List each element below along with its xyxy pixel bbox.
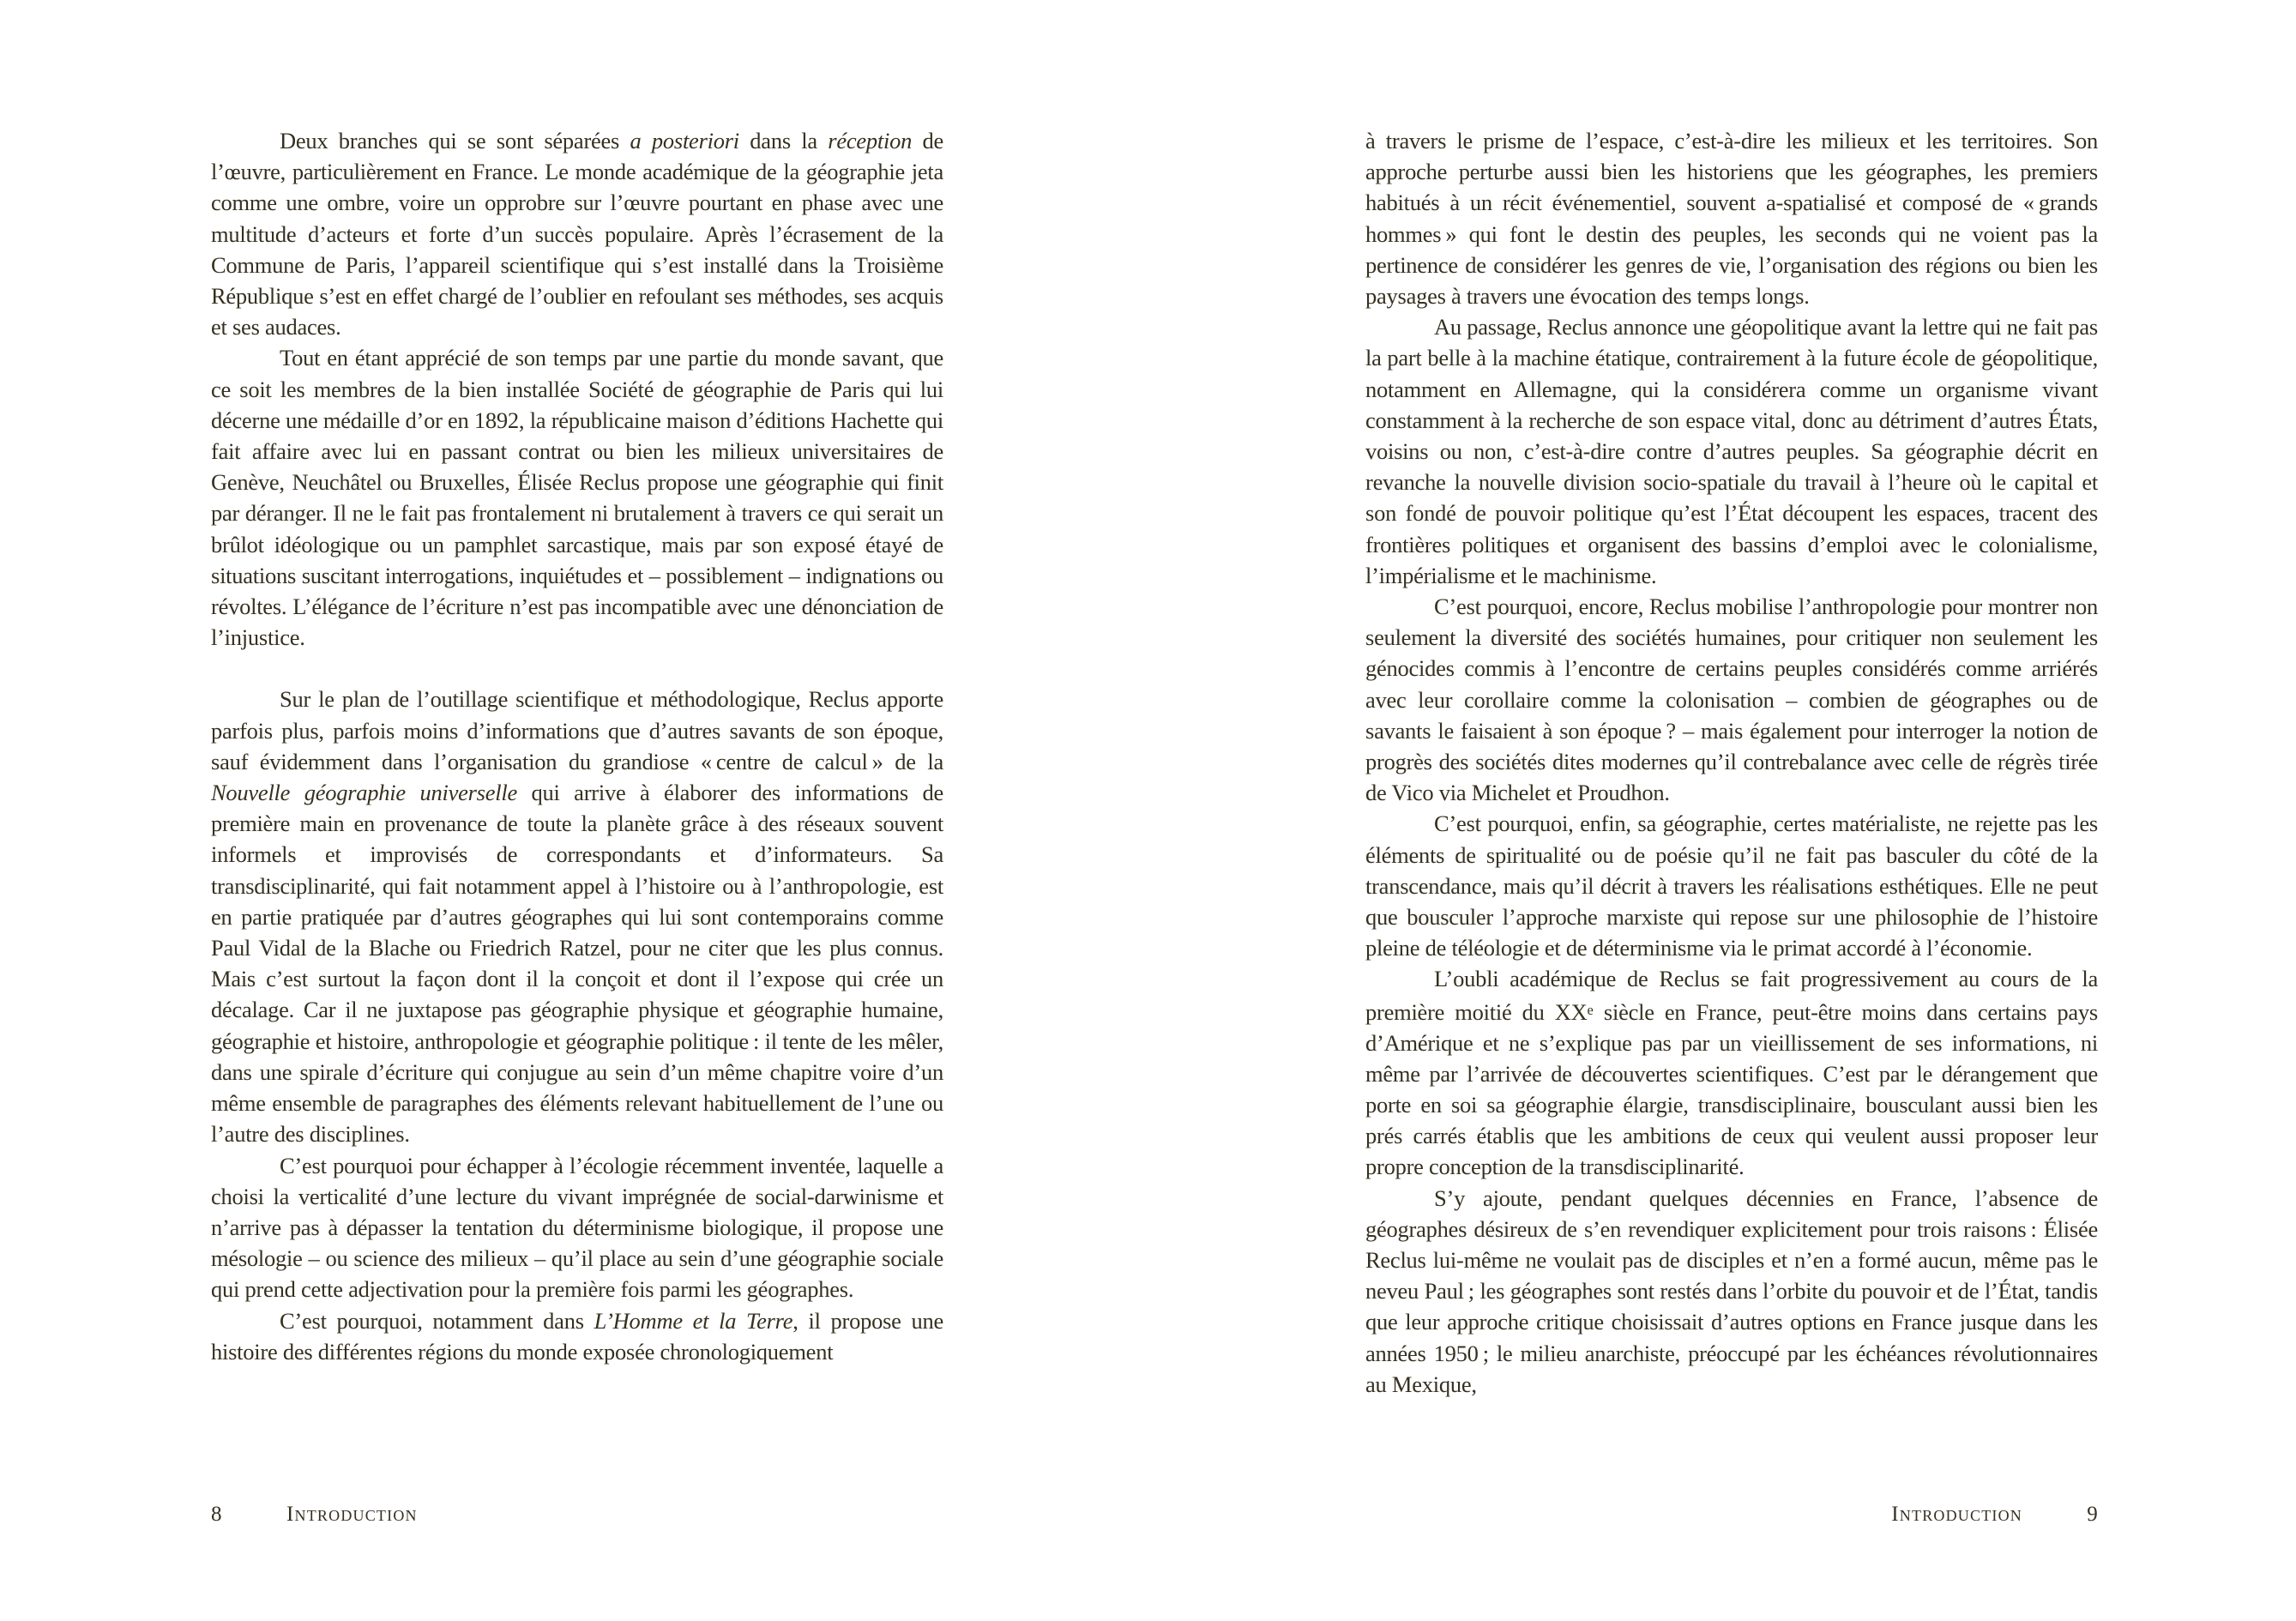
paragraph <box>211 125 943 342</box>
paragraph <box>1365 1183 2098 1400</box>
paragraph <box>1365 311 2098 591</box>
right-column-text <box>1365 125 2098 1400</box>
text-run: Au passage, Reclus annonce une géopolitique avant la lettre qui ne fait pas la part belle à la machine étatique, contrairement à la future école de géopolitique, notamment en Allemagne, qui la considérera comme un organisme vivant constamment à la recherche de son espace vital, donc au détriment d’autres États, voisins ou non, c’est-à-dire contre d’autres peuples. Sa géographie décrit en revanche la nouvelle division socio-spatiale du travail à l’heure où le capital et son fondé de pouvoir politique qu’est l’État découpent les espaces, tracent des frontières politiques et organisent des bassins d’emploi avec le colonialisme, l’impérialisme et le machinisme. <box>1365 314 2098 588</box>
right-page-number: 9 <box>2087 1503 2098 1526</box>
paragraph <box>211 1305 943 1367</box>
text-run: C’est pourquoi pour échapper à l’écologie récemment inventée, laquelle a choisi la verticalité d’une lecture du vivant imprégnée de social-darwinisme et n’arrive pas à dépasser la tentation du déterminisme biologique, il propose une mésologie – ou science des milieux – qu’il place au sein d’une géographie sociale qui prend cette adjectivation pour la première fois parmi les géographes. <box>211 1152 943 1303</box>
italic-text-run: L’Homme et la Terre <box>594 1307 793 1334</box>
text-run: dans la <box>738 128 829 154</box>
right-page-footer <box>1365 1503 2098 1527</box>
text-run: Tout en étant apprécié de son temps par une partie du monde savant, que ce soit les membres de la bien installée Société de géographie de Paris qui lui décerne une médaille d’or en 1892, la républicaine maison d’éditions Hachette qui fait affaire avec lui en passant contrat ou bien les milieux universitaires de Genève, Neuchâtel ou Bruxelles, Élisée Reclus propose une géographie qui finit par déranger. Il ne le fait pas frontalement ni brutalement à travers ce qui serait un brûlot idéologique ou un pamphlet sarcastique, mais par son exposé étayé de situations suscitant interrogations, inquiétudes et – possiblement – indignations ou révoltes. L’élégance de l’écriture n’est pas incompatible avec une dénonciation de l’injustice. <box>211 345 943 651</box>
paragraph <box>1365 963 2098 1182</box>
italic-text-run: Nouvelle géographie universelle <box>211 780 517 806</box>
text-run: qui arrive à élaborer des informations de première main en provenance de toute la planète grâce à des réseaux souvent informels et improvisés de correspondants et d’informateurs. Sa transdisciplinarité, qui fait notamment appel à l’histoire ou à l’anthropologie, est en partie pratiquée par d’autres géographes qui lui sont contemporains comme Paul Vidal de la Blache ou Friedrich Ratzel, pour ne citer que les plus connus. Mais c’est surtout la façon dont il la conçoit et dont il l’expose qui crée un décalage. Car il ne juxtapose pas géographie physique et géographie humaine, géographie et histoire, anthropologie et géographie politique : il tente de les mêler, dans une spirale d’écriture qui conjugue au sein d’un même chapitre voire d’un même ensemble de paragraphes des éléments relevant habituellement de l’une ou l’autre des disciplines. <box>211 780 943 1148</box>
text-run: L’oubli académique de Reclus se fait progressivement au cours de la première moitié du XX <box>1365 966 2098 1025</box>
text-run: à travers le prisme de l’espace, c’est-à-dire les milieux et les territoires. Son approche perturbe aussi bien les historiens que les géographes, les premiers habitués à un récit événementiel, souvent a-spatialisé et composé de « grands hommes » qui font le destin des peuples, les seconds qui ne voient pas la pertinence de considérer les genres de vie, l’organisation des régions ou bien les paysages à travers une évocation des temps longs. <box>1365 128 2098 310</box>
paragraph <box>211 684 943 1149</box>
left-page-footer <box>211 1503 943 1527</box>
text-run: S’y ajoute, pendant quelques décennies en France, l’absence de géographes désireux de s’en revendiquer explicitement pour trois raisons : Élisée Reclus lui-même ne voulait pas de disciples et n’en a formé aucun, même pas le neveu Paul ; les géographes sont restés dans l’orbite du pouvoir et de l’État, tandis que leur approche critique choisissait d’autres options en France jusque dans les années 1950 ; le milieu anarchiste, préoccupé par les échéances révolutionnaires au Mexique, <box>1365 1184 2098 1397</box>
right-section-label: Introduction <box>1891 1503 2022 1526</box>
text-run: siècle en France, peut-être moins dans certains pays d’Amérique et ne s’explique pas par un vieillissement de ses informations, ni même par l’arrivée de découvertes scientifiques. C’est par le dérangement que porte en soi sa géographie élargie, transdisciplinaire, bousculant aussi bien les prés carrés établis que les ambitions de ceux qui veulent aussi proposer leur propre conception de la transdisciplinarité. <box>1365 998 2098 1180</box>
left-section-label: Introduction <box>286 1503 418 1526</box>
text-run: Deux branches qui se sont séparées <box>280 128 630 154</box>
text-run: C’est pourquoi, enfin, sa géographie, certes matérialiste, ne rejette pas les éléments de spiritualité ou de poésie qu’il ne fait pas basculer du côté de la transcendance, mais qu’il décrit à travers les réalisations esthétiques. Elle ne peut que bousculer l’approche marxiste qui repose sur une philosophie de l’histoire pleine de téléologie et de déterminisme via le primat accordé à l’économie. <box>1365 810 2098 961</box>
text-run: de l’œuvre, particulièrement en France. Le monde académique de la géographie jeta comme une ombre, voire un opprobre sur l’œuvre pourtant en phase avec une multitude d’acteurs et forte d’un succès populaire. Après l’écrasement de la Commune de Paris, l’appareil scientifique qui s’est installé dans la Troisième République s’est en effet chargé de l’oublier en refoulant ses méthodes, ses acquis et ses audaces. <box>211 128 944 340</box>
text-run: C’est pourquoi, encore, Reclus mobilise l’anthropologie pour montrer non seulement la diversité des sociétés humaines, pour critiquer non seulement les génocides commis à l’encontre de certains peuples considérés comme arriérés avec leur corollaire comme la colonisation – combien de géographes ou de savants le faisaient à son époque ? – mais également pour interroger la notion de progrès des sociétés dites modernes qu’il contrebalance avec celle de régrès tirée de Vico via Michelet et Proudhon. <box>1365 594 2098 806</box>
left-page-number: 8 <box>211 1503 222 1526</box>
text-run: , il propose une histoire des différentes régions du monde exposée chronologiquement <box>211 1307 944 1365</box>
paragraph <box>1365 591 2098 808</box>
paragraph <box>1365 125 2098 311</box>
left-column-text <box>211 125 943 1367</box>
paragraph <box>211 342 943 653</box>
superscript-run: e <box>1587 1001 1594 1018</box>
paragraph <box>211 1150 943 1305</box>
italic-text-run: réception <box>828 128 913 154</box>
text-run: Sur le plan de l’outillage scientifique et méthodologique, Reclus apporte parfois plus, parfois moins d’informations que d’autres savants de son époque, sauf évidemment dans l’organisation du grandiose « centre de calcul » de la <box>211 686 943 774</box>
text-run: C’est pourquoi, notamment dans <box>280 1307 594 1334</box>
italic-text-run: a posteriori <box>630 128 739 154</box>
paragraph <box>1365 808 2098 963</box>
